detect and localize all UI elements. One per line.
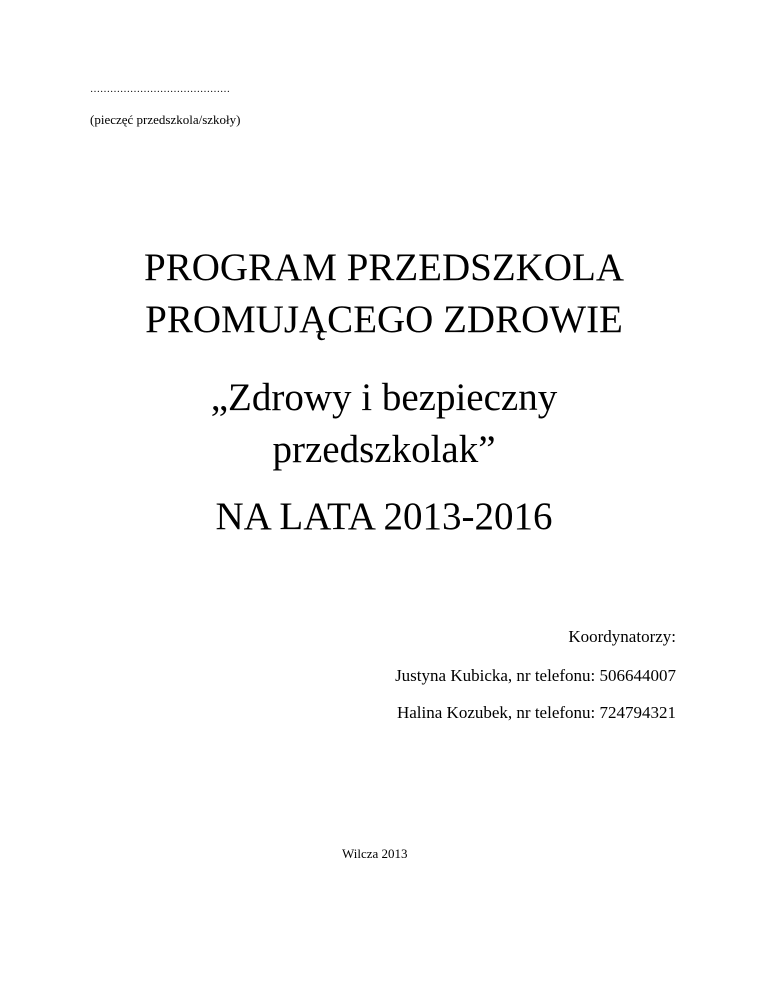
program-subtitle-line-2: przedszkolak” bbox=[272, 428, 496, 471]
program-subtitle-line-1: „Zdrowy i bezpieczny bbox=[210, 376, 558, 419]
stamp-placeholder-line: …………………………………… bbox=[90, 84, 230, 95]
coordinators-label: Koordynatorzy: bbox=[568, 627, 676, 646]
program-years: NA LATA 2013-2016 bbox=[215, 495, 553, 538]
place-and-year: Wilcza 2013 bbox=[342, 846, 408, 861]
stamp-caption: (pieczęć przedszkola/szkoły) bbox=[90, 112, 241, 127]
program-title bbox=[0, 242, 768, 346]
coordinator-entry: Justyna Kubicka, nr telefonu: 506644007 bbox=[395, 666, 676, 685]
coordinator-entry: Halina Kozubek, nr telefonu: 724794321 bbox=[396, 703, 676, 722]
program-title-line-1: PROGRAM PRZEDSZKOLA bbox=[144, 246, 624, 289]
program-subtitle bbox=[0, 372, 768, 476]
program-title-line-2: PROMUJĄCEGO ZDROWIE bbox=[145, 298, 623, 341]
